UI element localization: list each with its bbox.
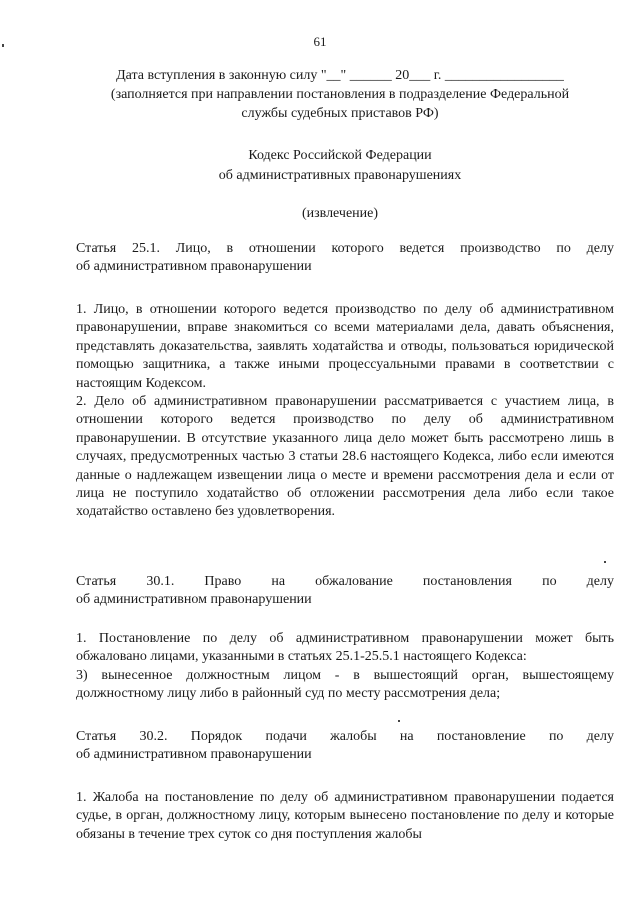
article-paragraph: 1. Жалоба на постановление по делу об административном правонарушении подается судье, в орган, должностному лицу, которым вынесено постановление по делу и которые обязаны в течение трех суток со дня поступления жалобы xyxy=(76,790,614,842)
entry-date-block xyxy=(60,66,620,123)
code-title-line: об административных правонарушениях xyxy=(218,168,462,183)
entry-date-note: службы судебных приставов РФ) xyxy=(241,106,439,121)
article-heading: Статья 30.1. Право на обжалование постановления по делу xyxy=(76,574,614,589)
entry-date-note: (заполняется при направлении постановления в подразделение Федеральной xyxy=(110,87,570,102)
article-30-1-heading xyxy=(76,573,614,610)
article-30-2-body xyxy=(76,789,614,844)
article-25-1-body xyxy=(76,301,614,522)
article-30-1-body xyxy=(76,630,614,704)
article-heading: Статья 30.2. Порядок подачи жалобы на постановление по делу xyxy=(76,729,614,744)
article-paragraph: 1. Лицо, в отношении которого ведется производство по делу об административном правонарушении, вправе знакомиться со всеми материалами дела, давать объяснения, представлять доказательства, заявлять ходатайства и отводы, пользоваться юридической помощью защитника, а также иными процессуальными правами в соответствии с настоящим Кодексом. xyxy=(76,302,614,391)
article-paragraph: 1. Постановление по делу об административном правонарушении может быть обжаловано лицами, указанными в статьях 25.1-25.5.1 настоящего Кодекса: xyxy=(76,631,614,665)
article-paragraph: 3) вынесенное должностным лицом - в вышестоящий орган, вышестоящему должностному лицу либо в районный суд по месту рассмотрения дела; xyxy=(76,667,614,702)
entry-date-line: Дата вступления в законную силу "__" ______ 20___ г. _________________ xyxy=(116,68,564,83)
code-title xyxy=(60,146,620,186)
code-title-line: Кодекс Российской Федерации xyxy=(248,148,432,163)
article-heading-tail: об административном правонарушении xyxy=(76,592,312,608)
extract-label: (извлечение) xyxy=(301,206,379,221)
article-25-1-heading xyxy=(76,240,614,277)
article-heading-tail: об административном правонарушении xyxy=(76,259,312,275)
scan-mark xyxy=(398,720,400,722)
article-30-2-heading xyxy=(76,728,614,765)
article-paragraph: 2. Дело об административном правонарушении рассматривается с участием лица, в отношении которого ведется производство по делу об административном правонарушении. В отсутствие указанного лица дело может быть рассмотрено лишь в случаях, предусмотренных частью 3 статьи 28.6 настоящего Кодекса, либо если имеются данные о надлежащем извещении лица о месте и времени рассмотрения дела и если от лица не поступило ходатайство об отложении рассмотрения дела либо если такое ходатайство оставлено без удовлетворения. xyxy=(76,394,614,520)
article-heading: Статья 25.1. Лицо, в отношении которого ведется производство по делу xyxy=(76,241,614,256)
article-heading-tail: об административном правонарушении xyxy=(76,747,312,763)
scan-mark xyxy=(2,44,4,47)
scan-mark xyxy=(604,561,606,563)
page-number: 61 xyxy=(313,34,327,49)
